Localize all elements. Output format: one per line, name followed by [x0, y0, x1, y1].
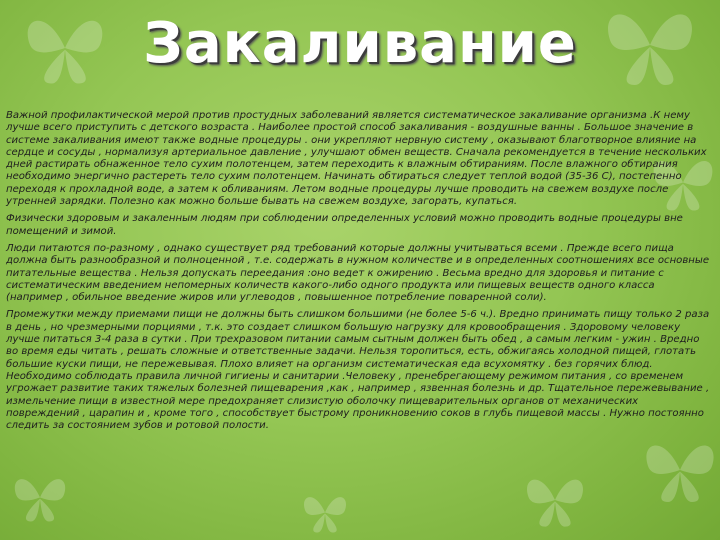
slide-body	[6, 110, 714, 437]
paragraph-hardening: Важной профилактической мерой против простудных заболеваний является систематическое закаливание организма .К нему лучше всего приступить с детского возраста . Наиболее простой способ закаливания - воздушные ванны . Большое значение в системе закаливания имеют также водные процедуры . они укрепляют нервную систему , оказывают благотворное влияние на сердце и сосуды , нормализуя артериальное давление , улучшают обмен веществ. Сначала рекомендуется в течение нескольких дней растирать обнаженное тело сухим полотенцем, затем переходить к влажным обтираниям. После влажного обтирания необходимо энергично растереть тело сухим полотенцем. Начинать обтираться следует теплой водой (35-36 C), постепенно переходя к прохладной воде, а затем к обливаниям. Летом водные процедуры лучше проводить на свежем воздухе после утренней зарядки. Полезно как можно больше бывать на свежем воздухе, загорать, купаться.	[6, 110, 707, 208]
butterfly-icon	[640, 430, 720, 510]
butterfly-icon	[520, 470, 590, 530]
paragraph-winter-procedures: Физически здоровым и закаленным людям при соблюдении определенных условий можно проводить водные процедуры вне помещений и зимой.	[6, 213, 683, 237]
butterfly-icon	[10, 470, 70, 525]
paragraph-nutrition: Люди питаются по-разному , однако существует ряд требований которые должны учитываться всеми . Прежде всего пища должна быть разнообразной и полноценной , т.е. содержать в нужном количестве и в определенных соотношениях все основные питательные вещества . Нельзя допускать переедания :оно ведет к ожирению . Весьма вредно для здоровья и питание с систематическим введением непомерных количеств какого-либо одного продукта или пищевых веществ одного класса (например , обильное введение жиров или углеводов , повышенное потребление поваренной соли).	[6, 242, 710, 304]
slide-title: Закаливание	[143, 11, 577, 76]
butterfly-icon	[300, 490, 350, 535]
paragraph-meal-intervals: Промежутки между приемами пищи не должны быть слишком большими (не более 5-6 ч.). Вредно принимать пищу только 2 раза в день , но чрезмерными порциями , т.к. это создает слишком большую нагрузку для кровообращения . Здоровому человеку лучше питаться 3-4 раза в сутки . При трехразовом питании самым сытным должен быть обед , а самым легким - ужин . Вредно во время еды читать , решать сложные и ответственные задачи. Нельзя торопиться, есть, обжигаясь холодной пищей, глотать большие куски пищи, не пережевывая. Плохо влияет на организм систематическая еда всухомятку . без горячих блюд. Необходимо соблюдать правила личной гигиены и санитарии .Человеку , пренебрегающему режимом питания , со временем угрожает развитие таких тяжелых болезней пищеварения ,как , например , язвенная болезнь и др. Тщательное пережевывание , измельчение пищи в известной мере предохраняет слизистую оболочку пищеварительных органов от механических повреждений , царапин и , кроме того , способствует быстрому проникновению соков в глубь пищевой массы . Нужно постоянно следить за состоянием зубов и ротовой полости.	[6, 309, 710, 432]
